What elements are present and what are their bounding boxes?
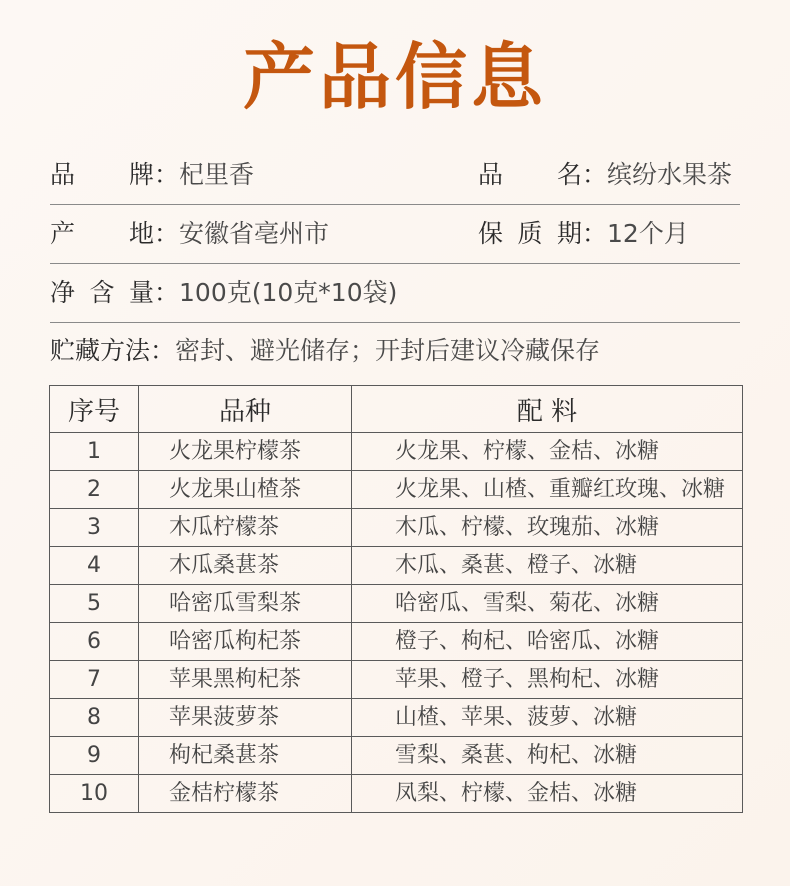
storage-colon: ：: [150, 336, 176, 365]
origin-field: [50, 205, 329, 263]
brand-field: [50, 146, 254, 204]
row-variety: 苹果菠萝茶: [139, 699, 352, 737]
row-ingredients: 山楂、苹果、菠萝、冰糖: [352, 699, 743, 737]
row-variety: 哈密瓜雪梨茶: [139, 585, 352, 623]
row-index: 6: [50, 623, 139, 661]
table-row: [50, 623, 743, 661]
origin-colon: ：: [154, 219, 180, 248]
row-ingredients: 哈密瓜、雪梨、菊花、冰糖: [352, 585, 743, 623]
row-index: 9: [50, 737, 139, 775]
row-index: 7: [50, 661, 139, 699]
storage-field: [50, 322, 600, 380]
table-row: [50, 547, 743, 585]
brand-colon: ：: [154, 160, 180, 189]
net-content-value: 100克(10克*10袋): [179, 278, 398, 307]
row-index: 1: [50, 433, 139, 471]
origin-value: 安徽省亳州市: [179, 219, 330, 248]
row-index: 10: [50, 775, 139, 813]
row-ingredients: 火龙果、柠檬、金桔、冰糖: [352, 433, 743, 471]
row-variety: 木瓜柠檬茶: [139, 509, 352, 547]
storage-label: 贮藏方法: [50, 336, 151, 365]
product-name-field: [478, 146, 732, 204]
table-row: [50, 775, 743, 813]
table-header-row: [50, 386, 743, 433]
row-index: 2: [50, 471, 139, 509]
product-name-value: 缤纷水果茶: [607, 160, 733, 189]
info-row-brand: [50, 146, 740, 205]
net-content-field: [50, 264, 397, 322]
row-ingredients: 火龙果、山楂、重瓣红玫瑰、冰糖: [352, 471, 743, 509]
net-content-label: 净含量: [50, 278, 154, 307]
recipe-table: [49, 385, 743, 813]
row-variety: 枸杞桑葚茶: [139, 737, 352, 775]
shelf-life-colon: ：: [582, 219, 608, 248]
table-row: [50, 661, 743, 699]
product-name-colon: ：: [582, 160, 608, 189]
row-variety: 金桔柠檬茶: [139, 775, 352, 813]
row-ingredients: 木瓜、桑葚、橙子、冰糖: [352, 547, 743, 585]
table-row: [50, 471, 743, 509]
brand-label: 品牌: [50, 160, 154, 189]
brand-value: 杞里香: [179, 160, 255, 189]
net-content-colon: ：: [154, 278, 180, 307]
product-name-label: 品名: [478, 160, 582, 189]
shelf-life-field: [478, 205, 689, 263]
row-ingredients: 橙子、枸杞、哈密瓜、冰糖: [352, 623, 743, 661]
info-row-storage: [50, 322, 740, 380]
row-ingredients: 凤梨、柠檬、金桔、冰糖: [352, 775, 743, 813]
row-variety: 木瓜桑葚茶: [139, 547, 352, 585]
table-row: [50, 433, 743, 471]
table-row: [50, 699, 743, 737]
row-ingredients: 苹果、橙子、黑枸杞、冰糖: [352, 661, 743, 699]
table-row: [50, 509, 743, 547]
shelf-life-value: 12个月: [607, 219, 689, 248]
header-variety: 品种: [139, 386, 352, 433]
page-title: 产品信息: [242, 35, 547, 119]
shelf-life-label: 保质期: [478, 219, 582, 248]
row-index: 5: [50, 585, 139, 623]
row-variety: 哈密瓜枸杞茶: [139, 623, 352, 661]
row-index: 4: [50, 547, 139, 585]
row-ingredients: 雪梨、桑葚、枸杞、冰糖: [352, 737, 743, 775]
storage-value: 密封、避光储存；开封后建议冷藏保存: [175, 336, 601, 365]
header-ingredients: 配 料: [352, 386, 743, 433]
row-index: 8: [50, 699, 139, 737]
info-row-net-content: [50, 264, 740, 323]
row-ingredients: 木瓜、柠檬、玫瑰茄、冰糖: [352, 509, 743, 547]
origin-label: 产地: [50, 219, 154, 248]
row-variety: 苹果黑枸杞茶: [139, 661, 352, 699]
header-index: 序号: [50, 386, 139, 433]
table-row: [50, 737, 743, 775]
table-row: [50, 585, 743, 623]
row-index: 3: [50, 509, 139, 547]
row-variety: 火龙果山楂茶: [139, 471, 352, 509]
row-variety: 火龙果柠檬茶: [139, 433, 352, 471]
info-row-origin: [50, 205, 740, 264]
